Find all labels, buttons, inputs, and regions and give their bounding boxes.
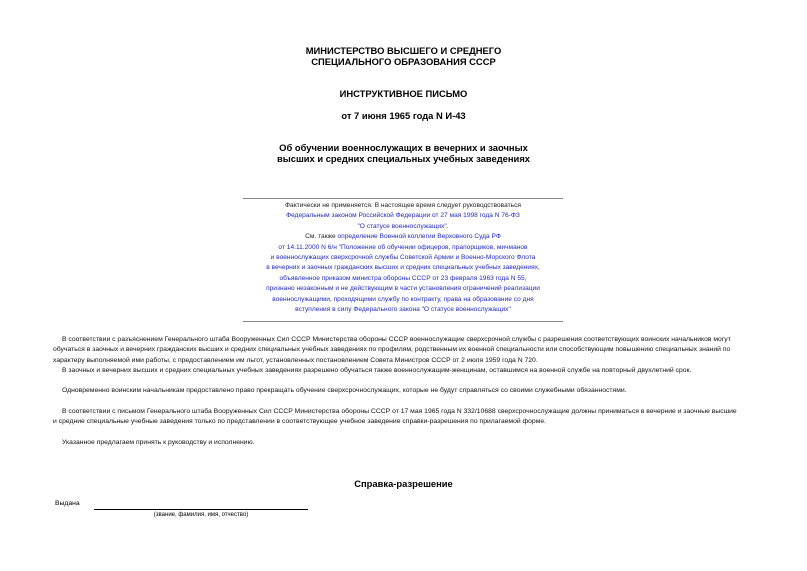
see-also-text: См. также bbox=[305, 233, 338, 241]
paragraph-2-text: В заочных и вечерних высших и средних специальных учебных заведениях разрешено обучаться также военнослужащим-женщинам, оставшимся на военной службе на повторный двухлетний срок. bbox=[62, 367, 692, 374]
issued-label: Выдана bbox=[55, 500, 80, 507]
note-line-9[interactable]: признано незаконным и не действующим в части установления ограничений реализации bbox=[266, 285, 540, 293]
ministry-name bbox=[0, 45, 807, 67]
document-type: ИНСТРУКТИВНОЕ ПИСЬМО bbox=[339, 88, 468, 99]
ministry-line-2: СПЕЦИАЛЬНОГО ОБРАЗОВАНИЯ СССР bbox=[311, 56, 496, 67]
note-bottom-rule bbox=[243, 321, 563, 322]
note-line-11[interactable]: вступления в силу Федерального закона "О статусе военнослужащих" bbox=[295, 306, 511, 314]
note-line-8[interactable]: объявленное приказом министра обороны СССР от 23 февраля 1963 года N 55, bbox=[279, 274, 527, 282]
issued-to-line bbox=[94, 509, 308, 510]
supreme-court-ruling-link[interactable]: определение Военной коллегии Верховного Суда РФ bbox=[337, 233, 501, 241]
federal-law-title-link[interactable]: "О статусе военнослужащих". bbox=[357, 222, 449, 230]
paragraph-1 bbox=[53, 335, 773, 366]
paragraph-4-line-1: В соответствии с письмом Генерального штаба Вооруженных Сил СССР Министерства обороны СССР от 17 мая 1965 года N 332/10688 сверхсрочнослужащие должны приниматься в вечерние и заочные высшие bbox=[62, 408, 737, 415]
paragraph-4 bbox=[53, 407, 773, 428]
form-title: Справка-разрешение bbox=[354, 478, 453, 489]
paragraph-5 bbox=[53, 438, 773, 448]
note-line-10[interactable]: военнослужащими, проходящими службу по контракту, права на образование со дня bbox=[272, 295, 534, 303]
document-date-number: от 7 июня 1965 года N И-43 bbox=[341, 110, 466, 121]
paragraph-2 bbox=[53, 366, 773, 376]
paragraph-1-line-3: характеру выполняемой ими работы, с предоставлением им льгот, установленных постановлением Совета Министров СССР от 2 июля 1959 года N 720. bbox=[53, 356, 538, 364]
note-line-5[interactable]: от 14.11.2000 N 6/н "Положение об обучении офицеров, прапорщиков, мичманов bbox=[278, 243, 528, 251]
note-top-rule bbox=[243, 198, 563, 199]
paragraph-3-text: Одновременно воинским начальникам предоставлено право прекращать обучение сверхсрочнослужащих, которые не будут справляться со своими служебными обязанностями. bbox=[62, 387, 627, 394]
paragraph-3 bbox=[53, 386, 773, 396]
document-title bbox=[0, 142, 807, 164]
federal-law-link[interactable]: Федеральным законом Российской Федерации от 27 мая 1998 года N 76-ФЗ bbox=[286, 212, 520, 220]
ministry-line-1: МИНИСТЕРСТВО ВЫСШЕГО И СРЕДНЕГО bbox=[305, 45, 502, 56]
title-line-1: Об обучении военнослужащих в вечерних и заочных bbox=[279, 142, 528, 153]
issued-to-caption: (звание, фамилия, имя, отчество) bbox=[153, 512, 249, 518]
note-line-6[interactable]: и военнослужащих сверхсрочной службы Советской Армии и Военно-Морского Флота bbox=[270, 254, 536, 262]
note-line-7[interactable]: в вечерних и заочных гражданских высших и средних специальных учебных заведениях, bbox=[266, 264, 540, 272]
paragraph-1-line-2: обучаться в заочных и вечерних гражданских высших и средних специальных учебных заведениях по профилям, родственным их военной специальности или способствующим повышению специальных знаний по bbox=[53, 346, 731, 354]
editorial-note bbox=[243, 201, 563, 315]
note-line-1: Фактически не применяется. В настоящее время следует руководствоваться bbox=[285, 202, 521, 209]
paragraph-4-line-2: и средние специальные учебные заведения только по представлении в соответствующее учебное заведение справки-разрешения по прилагаемой форме. bbox=[53, 418, 547, 426]
paragraph-1-line-1: В соответствии с разъяснением Генерального штаба Вооруженных Сил СССР Министерства обороны СССР военнослужащие сверхсрочной службы с разрешения соответствующих воинских начальников могут bbox=[62, 336, 731, 343]
paragraph-5-text: Указанное предлагаем принять к руководству и исполнению. bbox=[62, 439, 255, 446]
title-line-2: высших и средних специальных учебных заведениях bbox=[276, 153, 531, 164]
note-line-4 bbox=[243, 232, 563, 242]
